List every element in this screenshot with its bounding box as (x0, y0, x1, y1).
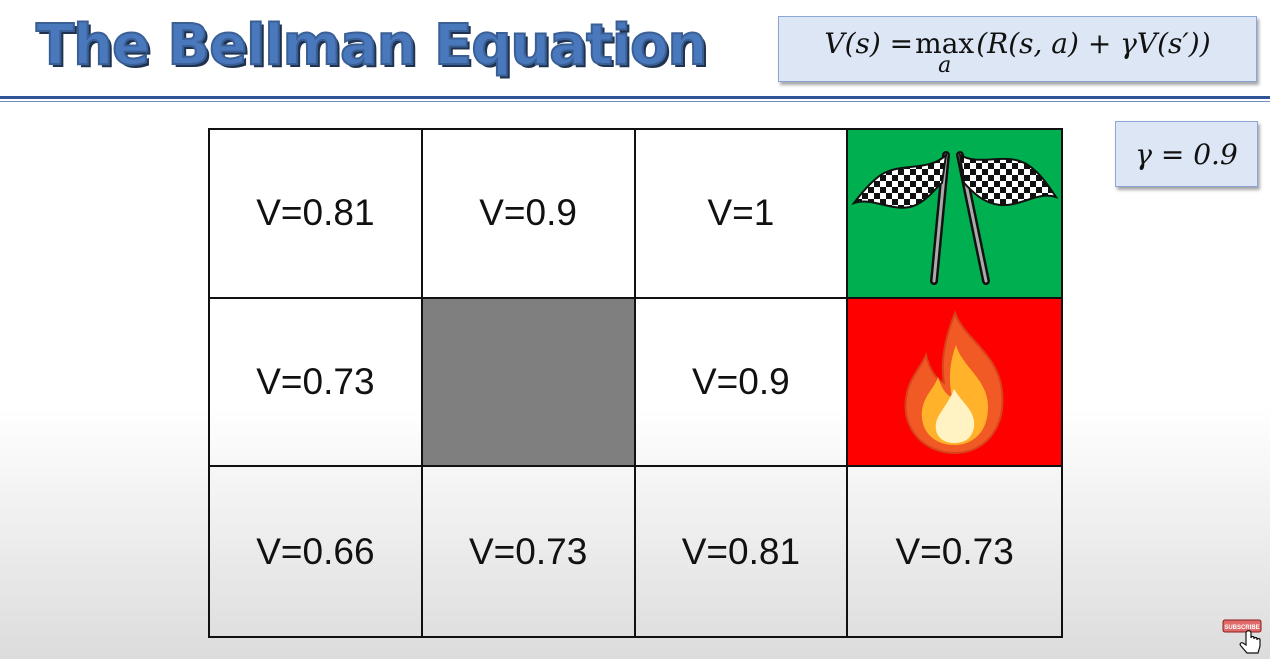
cell-value: V=1 (707, 192, 775, 234)
grid-cell-goal (848, 130, 1061, 299)
formula-max-operator (915, 27, 975, 78)
grid-cell-r3-c2 (423, 467, 636, 636)
cell-value: V=0.66 (256, 530, 375, 572)
grid-cell-r1-c1 (210, 130, 423, 299)
grid-cell-r3-c4 (848, 467, 1061, 636)
subscribe-badge[interactable] (1222, 619, 1264, 655)
hand-pointer-icon (1240, 631, 1260, 653)
cell-value: V=0.81 (256, 192, 375, 234)
cell-value: V=0.73 (256, 360, 375, 402)
title-divider-thin (0, 101, 1270, 102)
grid-cell-r1-c3 (636, 130, 849, 299)
bellman-formula-box (778, 16, 1257, 82)
cell-value: V=0.73 (468, 530, 588, 572)
gridworld (208, 128, 1063, 638)
grid-cell-r1-c2 (423, 130, 636, 299)
subscribe-label: SUBSCRIBE (1224, 625, 1260, 631)
formula-rhs: (R(s, a) + γV(s′)) (976, 27, 1211, 60)
grid-cell-r3-c3 (636, 467, 849, 636)
checkered-flags-icon (850, 133, 1060, 293)
cell-value: V=0.73 (895, 530, 1014, 572)
fire-icon (890, 307, 1020, 457)
gamma-box (1115, 121, 1258, 187)
slide-title: The Bellman Equation (36, 13, 707, 78)
grid-cell-r3-c1 (210, 467, 423, 636)
title-divider (0, 96, 1270, 99)
formula-lhs: V(s) = (824, 27, 914, 60)
formula-operator-subscript: a (938, 53, 952, 78)
cell-value: V=0.81 (681, 530, 801, 572)
cell-value: V=0.9 (479, 192, 577, 234)
subscribe-button-icon[interactable] (1222, 619, 1264, 655)
grid-cell-r2-c1 (210, 299, 423, 468)
cell-value: V=0.9 (692, 360, 790, 402)
gamma-label: γ = 0.9 (1135, 137, 1238, 171)
grid-cell-r2-c3 (636, 299, 849, 468)
formula-operator: max (915, 27, 975, 60)
grid-cell-wall (423, 299, 636, 468)
grid-cell-fire (848, 299, 1061, 468)
